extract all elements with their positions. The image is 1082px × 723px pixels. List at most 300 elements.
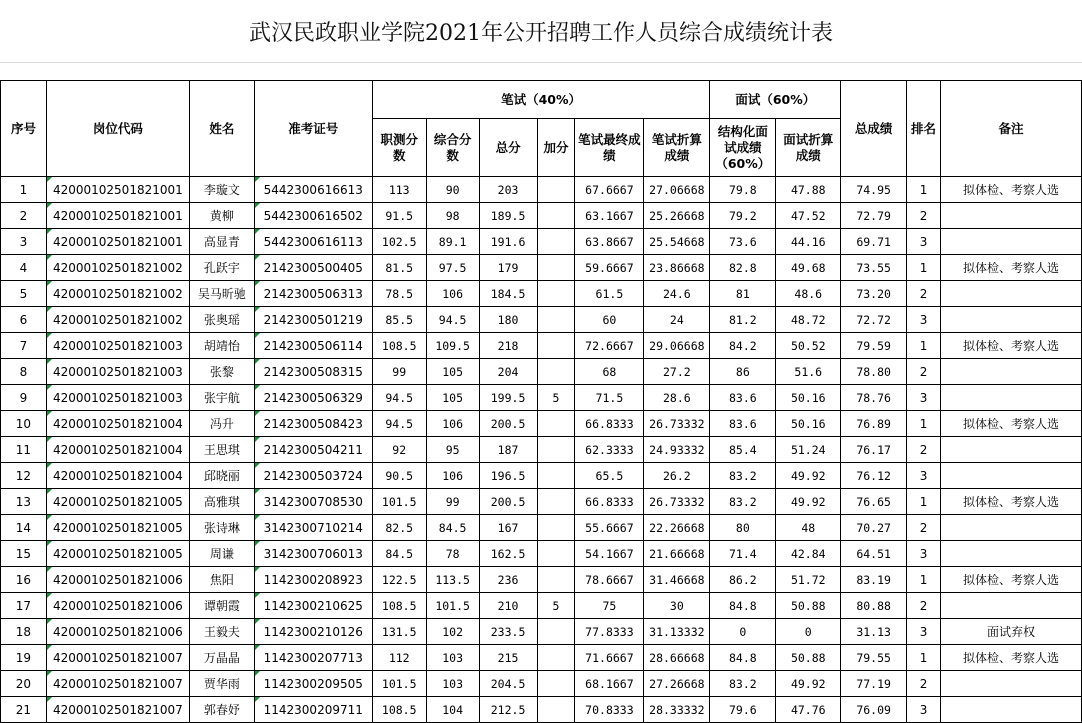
cell-rank: 3 (907, 385, 941, 411)
cell-total: 72.72 (841, 307, 907, 333)
cell-total: 73.20 (841, 281, 907, 307)
table-row (1, 255, 1082, 281)
cell-zc: 108.5 (372, 593, 426, 619)
cell-seq: 19 (1, 645, 47, 671)
table-row (1, 541, 1082, 567)
cell-wconv: 27.26668 (644, 671, 710, 697)
cell-seq: 17 (1, 593, 47, 619)
cell-total: 78.80 (841, 359, 907, 385)
cell-sum: 189.5 (479, 203, 537, 229)
cell-bonus (537, 411, 575, 437)
cell-exam-id: 1142300207713 (254, 645, 372, 671)
cell-iconv: 51.72 (776, 567, 841, 593)
cell-sum: 162.5 (479, 541, 537, 567)
cell-wconv: 29.06668 (644, 333, 710, 359)
header-rank: 排名 (907, 81, 941, 177)
cell-post: 42000102501821002 (46, 255, 189, 281)
cell-remark (941, 697, 1082, 723)
cell-name: 吴马昕驰 (189, 281, 254, 307)
cell-bonus (537, 203, 575, 229)
table-row (1, 359, 1082, 385)
cell-wconv: 26.73332 (644, 411, 710, 437)
cell-struct: 79.8 (710, 177, 776, 203)
cell-zc: 94.5 (372, 385, 426, 411)
score-table (0, 80, 1082, 723)
cell-rank: 1 (907, 177, 941, 203)
cell-wconv: 28.6 (644, 385, 710, 411)
header-struct: 结构化面试成绩（60%） (710, 119, 776, 177)
cell-seq: 15 (1, 541, 47, 567)
cell-total: 80.88 (841, 593, 907, 619)
cell-total: 76.12 (841, 463, 907, 489)
cell-zc: 91.5 (372, 203, 426, 229)
table-row (1, 463, 1082, 489)
cell-exam-id: 1142300210126 (254, 619, 372, 645)
table-body (1, 177, 1082, 723)
cell-final: 72.6667 (575, 333, 644, 359)
cell-sum: 210 (479, 593, 537, 619)
cell-remark: 拟体检、考察人选 (941, 411, 1082, 437)
cell-zc: 101.5 (372, 489, 426, 515)
table-row (1, 333, 1082, 359)
cell-exam-id: 2142300508423 (254, 411, 372, 437)
cell-zh: 99 (426, 489, 479, 515)
cell-exam-id: 2142300504211 (254, 437, 372, 463)
cell-remark (941, 515, 1082, 541)
header-sum: 总分 (479, 119, 537, 177)
cell-remark: 拟体检、考察人选 (941, 177, 1082, 203)
cell-post: 42000102501821004 (46, 411, 189, 437)
cell-sum: 212.5 (479, 697, 537, 723)
cell-final: 60 (575, 307, 644, 333)
cell-remark (941, 359, 1082, 385)
cell-wconv: 28.66668 (644, 645, 710, 671)
cell-bonus (537, 541, 575, 567)
cell-rank: 3 (907, 697, 941, 723)
cell-sum: 180 (479, 307, 537, 333)
header-remark: 备注 (941, 81, 1082, 177)
cell-struct: 84.8 (710, 593, 776, 619)
cell-struct: 82.8 (710, 255, 776, 281)
cell-post: 42000102501821003 (46, 359, 189, 385)
header-written-group: 笔试（40%） (372, 81, 710, 119)
table-row (1, 385, 1082, 411)
cell-exam-id: 3142300710214 (254, 515, 372, 541)
cell-final: 77.8333 (575, 619, 644, 645)
cell-remark (941, 307, 1082, 333)
cell-exam-id: 2142300500405 (254, 255, 372, 281)
cell-post: 42000102501821007 (46, 671, 189, 697)
cell-struct: 83.2 (710, 463, 776, 489)
cell-zc: 102.5 (372, 229, 426, 255)
header-iconv: 面试折算成绩 (776, 119, 841, 177)
cell-bonus (537, 359, 575, 385)
cell-rank: 2 (907, 515, 941, 541)
cell-iconv: 50.16 (776, 411, 841, 437)
page-title: 武汉民政职业学院2021年公开招聘工作人员综合成绩统计表 (0, 0, 1082, 63)
cell-total: 31.13 (841, 619, 907, 645)
cell-wconv: 22.26668 (644, 515, 710, 541)
cell-post: 42000102501821006 (46, 593, 189, 619)
cell-remark: 拟体检、考察人选 (941, 645, 1082, 671)
cell-sum: 236 (479, 567, 537, 593)
cell-remark (941, 229, 1082, 255)
cell-wconv: 31.46668 (644, 567, 710, 593)
cell-total: 76.09 (841, 697, 907, 723)
cell-name: 高显青 (189, 229, 254, 255)
cell-bonus (537, 697, 575, 723)
cell-final: 68 (575, 359, 644, 385)
cell-iconv: 48.72 (776, 307, 841, 333)
cell-final: 68.1667 (575, 671, 644, 697)
header-interview-group: 面试（60%） (710, 81, 841, 119)
table-row (1, 229, 1082, 255)
spacer-row (0, 62, 1082, 80)
cell-rank: 3 (907, 619, 941, 645)
cell-iconv: 44.16 (776, 229, 841, 255)
cell-sum: 187 (479, 437, 537, 463)
cell-exam-id: 2142300508315 (254, 359, 372, 385)
cell-zc: 94.5 (372, 411, 426, 437)
cell-final: 63.1667 (575, 203, 644, 229)
cell-exam-id: 2142300501219 (254, 307, 372, 333)
cell-sum: 203 (479, 177, 537, 203)
cell-final: 65.5 (575, 463, 644, 489)
cell-remark (941, 593, 1082, 619)
cell-zc: 108.5 (372, 697, 426, 723)
cell-struct: 84.2 (710, 333, 776, 359)
cell-struct: 83.2 (710, 489, 776, 515)
cell-rank: 2 (907, 671, 941, 697)
cell-sum: 233.5 (479, 619, 537, 645)
cell-exam-id: 3142300706013 (254, 541, 372, 567)
cell-wconv: 25.54668 (644, 229, 710, 255)
cell-remark: 拟体检、考察人选 (941, 333, 1082, 359)
cell-zh: 84.5 (426, 515, 479, 541)
cell-post: 42000102501821006 (46, 619, 189, 645)
cell-sum: 218 (479, 333, 537, 359)
cell-zc: 85.5 (372, 307, 426, 333)
table-row (1, 697, 1082, 723)
cell-name: 周谦 (189, 541, 254, 567)
cell-zc: 112 (372, 645, 426, 671)
cell-wconv: 26.2 (644, 463, 710, 489)
cell-post: 42000102501821007 (46, 645, 189, 671)
table-row (1, 411, 1082, 437)
cell-sum: 215 (479, 645, 537, 671)
cell-remark (941, 385, 1082, 411)
cell-wconv: 24.6 (644, 281, 710, 307)
cell-name: 张黎 (189, 359, 254, 385)
table-row (1, 645, 1082, 671)
cell-total: 79.55 (841, 645, 907, 671)
cell-name: 高雅琪 (189, 489, 254, 515)
header-name: 姓名 (189, 81, 254, 177)
cell-wconv: 26.73332 (644, 489, 710, 515)
table-row (1, 489, 1082, 515)
cell-rank: 1 (907, 333, 941, 359)
cell-zh: 113.5 (426, 567, 479, 593)
cell-sum: 200.5 (479, 411, 537, 437)
table-row (1, 619, 1082, 645)
cell-iconv: 51.6 (776, 359, 841, 385)
cell-wconv: 27.06668 (644, 177, 710, 203)
cell-name: 万晶晶 (189, 645, 254, 671)
cell-iconv: 47.52 (776, 203, 841, 229)
cell-bonus: 5 (537, 385, 575, 411)
cell-zh: 90 (426, 177, 479, 203)
cell-rank: 2 (907, 281, 941, 307)
cell-struct: 84.8 (710, 645, 776, 671)
cell-exam-id: 2142300506329 (254, 385, 372, 411)
cell-rank: 3 (907, 541, 941, 567)
cell-final: 61.5 (575, 281, 644, 307)
cell-struct: 81.2 (710, 307, 776, 333)
cell-zh: 103 (426, 671, 479, 697)
cell-total: 79.59 (841, 333, 907, 359)
table-row (1, 177, 1082, 203)
cell-post: 42000102501821004 (46, 437, 189, 463)
cell-seq: 5 (1, 281, 47, 307)
cell-final: 78.6667 (575, 567, 644, 593)
cell-exam-id: 5442300616502 (254, 203, 372, 229)
cell-bonus (537, 515, 575, 541)
cell-iconv: 49.92 (776, 463, 841, 489)
cell-final: 70.8333 (575, 697, 644, 723)
cell-post: 42000102501821001 (46, 229, 189, 255)
cell-zh: 105 (426, 359, 479, 385)
table-row (1, 281, 1082, 307)
cell-exam-id: 5442300616613 (254, 177, 372, 203)
cell-post: 42000102501821001 (46, 203, 189, 229)
cell-struct: 83.6 (710, 411, 776, 437)
cell-final: 62.3333 (575, 437, 644, 463)
cell-wconv: 27.2 (644, 359, 710, 385)
cell-exam-id: 3142300708530 (254, 489, 372, 515)
cell-name: 孔跃宇 (189, 255, 254, 281)
cell-remark (941, 437, 1082, 463)
cell-zh: 106 (426, 463, 479, 489)
cell-name: 邱晓丽 (189, 463, 254, 489)
cell-rank: 3 (907, 307, 941, 333)
cell-bonus (537, 645, 575, 671)
header-final: 笔试最终成绩 (575, 119, 644, 177)
cell-exam-id: 1142300208923 (254, 567, 372, 593)
cell-bonus (537, 307, 575, 333)
cell-bonus (537, 619, 575, 645)
cell-final: 54.1667 (575, 541, 644, 567)
cell-rank: 1 (907, 567, 941, 593)
cell-final: 66.8333 (575, 489, 644, 515)
cell-name: 张宇航 (189, 385, 254, 411)
cell-rank: 1 (907, 411, 941, 437)
cell-total: 76.65 (841, 489, 907, 515)
cell-post: 42000102501821005 (46, 541, 189, 567)
cell-zc: 78.5 (372, 281, 426, 307)
cell-zh: 105 (426, 385, 479, 411)
cell-struct: 81 (710, 281, 776, 307)
cell-iconv: 49.92 (776, 489, 841, 515)
header-post: 岗位代码 (46, 81, 189, 177)
cell-zh: 95 (426, 437, 479, 463)
table-row (1, 593, 1082, 619)
cell-total: 64.51 (841, 541, 907, 567)
cell-struct: 80 (710, 515, 776, 541)
cell-name: 李璇文 (189, 177, 254, 203)
cell-sum: 199.5 (479, 385, 537, 411)
cell-rank: 2 (907, 437, 941, 463)
cell-wconv: 24 (644, 307, 710, 333)
cell-zh: 98 (426, 203, 479, 229)
cell-zc: 122.5 (372, 567, 426, 593)
cell-bonus (537, 463, 575, 489)
cell-name: 黄柳 (189, 203, 254, 229)
header-exam-id: 准考证号 (254, 81, 372, 177)
cell-rank: 2 (907, 593, 941, 619)
cell-remark: 拟体检、考察人选 (941, 489, 1082, 515)
cell-name: 谭朝霞 (189, 593, 254, 619)
cell-seq: 18 (1, 619, 47, 645)
table-row (1, 515, 1082, 541)
cell-bonus (537, 333, 575, 359)
cell-iconv: 47.76 (776, 697, 841, 723)
cell-wconv: 24.93332 (644, 437, 710, 463)
cell-zc: 84.5 (372, 541, 426, 567)
cell-seq: 10 (1, 411, 47, 437)
cell-total: 70.27 (841, 515, 907, 541)
cell-bonus (537, 489, 575, 515)
cell-rank: 2 (907, 203, 941, 229)
header-bonus: 加分 (537, 119, 575, 177)
cell-iconv: 50.16 (776, 385, 841, 411)
table-row (1, 671, 1082, 697)
cell-iconv: 49.68 (776, 255, 841, 281)
cell-wconv: 25.26668 (644, 203, 710, 229)
cell-zc: 82.5 (372, 515, 426, 541)
cell-iconv: 50.52 (776, 333, 841, 359)
cell-total: 77.19 (841, 671, 907, 697)
cell-total: 78.76 (841, 385, 907, 411)
cell-post: 42000102501821002 (46, 307, 189, 333)
cell-name: 王毅夫 (189, 619, 254, 645)
cell-seq: 6 (1, 307, 47, 333)
cell-zh: 109.5 (426, 333, 479, 359)
table-row (1, 203, 1082, 229)
cell-name: 胡靖怡 (189, 333, 254, 359)
cell-iconv: 48 (776, 515, 841, 541)
cell-seq: 3 (1, 229, 47, 255)
cell-post: 42000102501821004 (46, 463, 189, 489)
header-zh: 综合分数 (426, 119, 479, 177)
cell-post: 42000102501821005 (46, 489, 189, 515)
cell-struct: 85.4 (710, 437, 776, 463)
cell-post: 42000102501821007 (46, 697, 189, 723)
cell-final: 71.5 (575, 385, 644, 411)
header-total: 总成绩 (841, 81, 907, 177)
cell-remark (941, 281, 1082, 307)
cell-bonus (537, 177, 575, 203)
cell-remark (941, 203, 1082, 229)
cell-wconv: 31.13332 (644, 619, 710, 645)
cell-zc: 99 (372, 359, 426, 385)
cell-iconv: 48.6 (776, 281, 841, 307)
cell-seq: 20 (1, 671, 47, 697)
header-zc: 职测分数 (372, 119, 426, 177)
cell-final: 71.6667 (575, 645, 644, 671)
cell-rank: 1 (907, 255, 941, 281)
cell-seq: 14 (1, 515, 47, 541)
table-row (1, 567, 1082, 593)
cell-bonus: 5 (537, 593, 575, 619)
cell-sum: 167 (479, 515, 537, 541)
cell-remark (941, 463, 1082, 489)
cell-sum: 191.6 (479, 229, 537, 255)
cell-struct: 83.6 (710, 385, 776, 411)
cell-final: 75 (575, 593, 644, 619)
cell-zc: 92 (372, 437, 426, 463)
cell-zc: 108.5 (372, 333, 426, 359)
cell-exam-id: 1142300209505 (254, 671, 372, 697)
cell-zh: 104 (426, 697, 479, 723)
cell-seq: 1 (1, 177, 47, 203)
cell-total: 72.79 (841, 203, 907, 229)
cell-final: 63.8667 (575, 229, 644, 255)
cell-struct: 79.6 (710, 697, 776, 723)
cell-rank: 3 (907, 463, 941, 489)
cell-remark (941, 541, 1082, 567)
cell-sum: 204.5 (479, 671, 537, 697)
cell-total: 76.17 (841, 437, 907, 463)
cell-name: 焦阳 (189, 567, 254, 593)
cell-zh: 106 (426, 281, 479, 307)
cell-struct: 83.2 (710, 671, 776, 697)
cell-zh: 89.1 (426, 229, 479, 255)
cell-exam-id: 2142300506313 (254, 281, 372, 307)
cell-zc: 113 (372, 177, 426, 203)
cell-struct: 79.2 (710, 203, 776, 229)
cell-exam-id: 2142300506114 (254, 333, 372, 359)
cell-struct: 73.6 (710, 229, 776, 255)
cell-post: 42000102501821003 (46, 385, 189, 411)
cell-wconv: 28.33332 (644, 697, 710, 723)
cell-wconv: 21.66668 (644, 541, 710, 567)
table-row (1, 307, 1082, 333)
cell-zh: 102 (426, 619, 479, 645)
cell-zh: 106 (426, 411, 479, 437)
cell-name: 郭春妤 (189, 697, 254, 723)
cell-struct: 0 (710, 619, 776, 645)
header-wconv: 笔试折算成绩 (644, 119, 710, 177)
cell-final: 55.6667 (575, 515, 644, 541)
cell-name: 贾华雨 (189, 671, 254, 697)
cell-remark: 拟体检、考察人选 (941, 255, 1082, 281)
cell-name: 张诗琳 (189, 515, 254, 541)
cell-rank: 1 (907, 645, 941, 671)
cell-rank: 2 (907, 359, 941, 385)
cell-zc: 101.5 (372, 671, 426, 697)
cell-remark (941, 671, 1082, 697)
cell-total: 74.95 (841, 177, 907, 203)
cell-zh: 97.5 (426, 255, 479, 281)
cell-sum: 200.5 (479, 489, 537, 515)
cell-total: 83.19 (841, 567, 907, 593)
cell-total: 76.89 (841, 411, 907, 437)
cell-seq: 12 (1, 463, 47, 489)
cell-seq: 21 (1, 697, 47, 723)
cell-zh: 94.5 (426, 307, 479, 333)
cell-iconv: 42.84 (776, 541, 841, 567)
cell-name: 冯升 (189, 411, 254, 437)
